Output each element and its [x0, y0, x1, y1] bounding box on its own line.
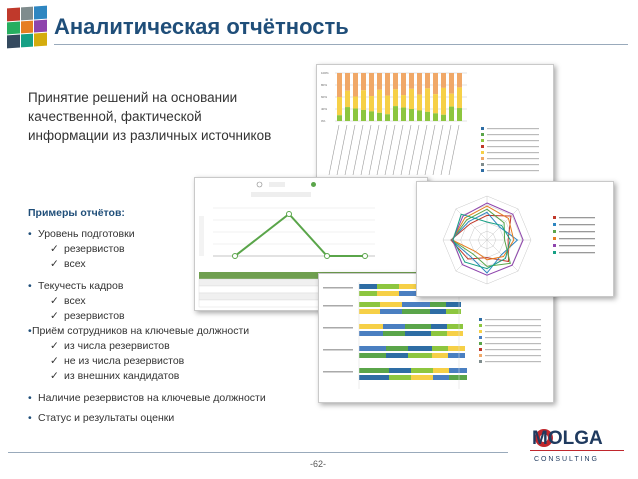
chart-bar-segment	[386, 353, 408, 358]
legend-label	[487, 146, 539, 147]
axis-label-line	[385, 125, 395, 175]
stacked-bar-chart	[317, 65, 553, 187]
chart-bar-segment	[430, 302, 446, 307]
list-subitem: ✓ всех	[50, 295, 86, 307]
intro-text: Принятие решений на основании качественной, фактической информации из различных источников	[28, 90, 272, 143]
chart-bar-segment	[405, 324, 431, 329]
axis-label-line	[401, 125, 411, 175]
row-label	[323, 327, 353, 329]
chart-bar-segment	[361, 90, 366, 110]
chart-bar-segment	[449, 73, 454, 94]
list-item: •Приём сотрудников на ключевые должности	[28, 325, 250, 337]
chart-bar-segment	[457, 87, 462, 108]
chart-bar-segment	[457, 108, 462, 121]
legend-swatch	[553, 244, 556, 247]
list-subitem: ✓ из внешних кандидатов	[50, 370, 180, 382]
chart-bar-segment	[385, 114, 390, 121]
chart-bar-segment	[401, 108, 406, 121]
chart-bar-segment	[448, 346, 465, 351]
chart-bar-segment	[353, 109, 358, 121]
checkmark-icon: ✓	[50, 370, 59, 382]
chart-bar-segment	[377, 284, 399, 289]
legend-swatch	[553, 216, 556, 219]
chart-bar-segment	[359, 284, 377, 289]
svg-text:80%: 80%	[321, 83, 328, 87]
legend-label	[487, 152, 539, 153]
checkmark-icon: ✓	[50, 355, 59, 367]
brand-subtitle: C O N S U L T I N G	[534, 456, 597, 463]
legend-label	[559, 238, 595, 239]
list-item: • Уровень подготовки	[28, 228, 135, 240]
chart-bar-segment	[449, 107, 454, 121]
axis-label-line	[417, 125, 427, 175]
chart-bar-segment	[385, 96, 390, 115]
chart-bar-segment	[393, 89, 398, 106]
chart-bar-segment	[425, 73, 430, 88]
legend-swatch	[479, 330, 482, 333]
legend-label	[559, 224, 595, 225]
footer-divider	[8, 452, 508, 453]
legend-label	[487, 134, 539, 135]
legend-label	[487, 164, 539, 165]
page-number: -62-	[310, 459, 327, 469]
chart-bar-segment	[431, 331, 447, 336]
legend-label	[559, 217, 595, 218]
legend-swatch	[553, 223, 556, 226]
checkmark-icon: ✓	[50, 258, 59, 270]
axis-label-line	[449, 125, 459, 175]
chart-bar-segment	[383, 324, 405, 329]
legend-swatch	[553, 251, 556, 254]
chart-bar-segment	[377, 291, 399, 296]
legend-swatch	[481, 151, 484, 154]
list-subitem: ✓ всех	[50, 258, 86, 270]
axis-label-line	[409, 125, 419, 175]
checkmark-icon: ✓	[50, 243, 59, 255]
chart-bar-segment	[359, 309, 380, 314]
chart-bar-segment	[430, 309, 446, 314]
chart-bar-segment	[361, 73, 366, 90]
chart-bar-segment	[417, 73, 422, 95]
legend-swatch	[553, 230, 556, 233]
page-title: Аналитическая отчётность	[54, 14, 349, 39]
chart-bar-segment	[359, 375, 389, 380]
chart-bar-segment	[425, 88, 430, 112]
chart-bar-segment	[433, 73, 438, 94]
chart-bar-segment	[389, 368, 411, 373]
chart-bar-segment	[408, 346, 432, 351]
chart-bar-segment	[417, 95, 422, 111]
legend-swatch	[553, 237, 556, 240]
checkmark-icon: ✓	[50, 295, 59, 307]
chart-bar-segment	[411, 368, 433, 373]
chart-bar-segment	[369, 111, 374, 121]
chart-bar-segment	[353, 97, 358, 109]
axis-label-line	[361, 125, 371, 175]
legend-swatch	[479, 342, 482, 345]
chart-bar-segment	[359, 302, 380, 307]
chart-bar-segment	[409, 89, 414, 109]
molga-logo	[528, 424, 628, 468]
legend-swatch	[481, 163, 484, 166]
legend-label	[559, 231, 595, 232]
report-thumbnail-stacked-bars	[316, 64, 554, 188]
legend-label	[485, 331, 541, 332]
chart-bar-segment	[337, 73, 342, 97]
list-item: • Наличие резервистов на ключевые должности	[28, 392, 266, 404]
legend-label	[485, 325, 541, 326]
brand-name: MOLGA	[532, 428, 603, 449]
chart-bar-segment	[432, 346, 448, 351]
legend-swatch	[481, 133, 484, 136]
legend-label	[559, 252, 595, 253]
chart-bar-segment	[337, 115, 342, 121]
chart-bar-segment	[433, 368, 449, 373]
list-subitem: ✓ резервистов	[50, 243, 125, 255]
chart-bar-segment	[449, 94, 454, 107]
chart-bar-segment	[425, 112, 430, 121]
row-label	[323, 287, 353, 289]
svg-text:40%: 40%	[321, 107, 328, 111]
legend-swatch	[479, 324, 482, 327]
examples-heading: Примеры отчётов:	[28, 207, 125, 219]
list-subitem: ✓ не из числа резервистов	[50, 355, 185, 367]
chart-bar-segment	[432, 353, 448, 358]
axis-label-line	[377, 125, 387, 175]
chart-bar-segment	[433, 113, 438, 121]
chart-bar-segment	[417, 110, 422, 121]
legend-label	[487, 128, 539, 129]
legend-swatch	[481, 139, 484, 142]
chart-bar-segment	[345, 107, 350, 121]
chart-bar-segment	[337, 97, 342, 115]
svg-text:60%: 60%	[321, 95, 328, 99]
legend-label	[485, 355, 541, 356]
molga-logo-mark	[528, 424, 628, 468]
chart-bar-segment	[377, 73, 382, 90]
chart-bar-segment	[449, 368, 467, 373]
chart-bar-segment	[431, 324, 447, 329]
axis-label-line	[441, 125, 451, 175]
list-subitem: ✓ из числа резервистов	[50, 340, 170, 352]
chart-bar-segment	[433, 94, 438, 113]
chart-bar-segment	[448, 353, 465, 358]
legend-label	[485, 349, 541, 350]
chart-bar-segment	[369, 96, 374, 111]
chart-bar-segment	[380, 309, 402, 314]
chart-bar-segment	[402, 309, 430, 314]
checkmark-icon: ✓	[50, 340, 59, 352]
chart-bar-segment	[377, 90, 382, 113]
chart-bar-segment	[353, 73, 358, 97]
chart-bar-segment	[447, 331, 463, 336]
chart-bar-segment	[385, 73, 390, 96]
chart-bar-segment	[383, 331, 405, 336]
chart-bar-segment	[369, 73, 374, 96]
chart-bar-segment	[401, 73, 406, 95]
chart-bar-segment	[377, 113, 382, 121]
legend-label	[485, 343, 541, 344]
legend-label	[487, 170, 539, 171]
chart-bar-segment	[441, 73, 446, 88]
list-item: • Текучесть кадров	[28, 280, 124, 292]
axis-label-line	[433, 125, 443, 175]
checkmark-icon: ✓	[50, 310, 59, 322]
axis-label-line	[345, 125, 355, 175]
legend-label	[559, 245, 595, 246]
chart-bar-segment	[359, 324, 383, 329]
legend-swatch	[479, 360, 482, 363]
chart-bar-segment	[409, 73, 414, 89]
chart-bar-segment	[441, 115, 446, 121]
list-item: • Статус и результаты оценки	[28, 412, 175, 424]
chart-bar-segment	[393, 106, 398, 121]
chart-bar-segment	[457, 73, 462, 87]
title-divider	[54, 44, 628, 45]
list-subitem: ✓ резервистов	[50, 310, 125, 322]
chart-bar-segment	[408, 353, 432, 358]
chart-bar-segment	[359, 291, 377, 296]
radar-series	[453, 214, 510, 268]
chart-bar-segment	[447, 324, 463, 329]
chart-bar-segment	[393, 73, 398, 89]
radar-chart	[417, 182, 613, 296]
chart-bar-segment	[359, 331, 383, 336]
legend-swatch	[481, 127, 484, 130]
chart-bar-segment	[405, 331, 431, 336]
legend-label	[485, 361, 541, 362]
legend-swatch	[481, 145, 484, 148]
chart-bar-segment	[401, 95, 406, 107]
row-label	[323, 305, 353, 307]
chart-bar-segment	[359, 346, 386, 351]
legend-swatch	[479, 318, 482, 321]
legend-swatch	[481, 169, 484, 172]
logo-cube-icon	[7, 6, 47, 49]
svg-text:0%: 0%	[321, 119, 326, 123]
legend-label	[487, 158, 539, 159]
axis-label-line	[337, 125, 347, 175]
chart-bar-segment	[441, 88, 446, 115]
legend-swatch	[481, 157, 484, 160]
legend-label	[485, 337, 541, 338]
report-thumbnail-radar-chart	[416, 181, 614, 297]
chart-bar-segment	[389, 375, 411, 380]
legend-swatch	[479, 336, 482, 339]
chart-bar-segment	[345, 73, 350, 91]
chart-bar-segment	[361, 110, 366, 121]
chart-bar-segment	[433, 375, 449, 380]
chart-bar-segment	[402, 302, 430, 307]
legend-swatch	[479, 348, 482, 351]
svg-text:100%: 100%	[321, 71, 329, 75]
chart-bar-segment	[411, 375, 433, 380]
chart-bar-segment	[409, 109, 414, 121]
legend-label	[485, 319, 541, 320]
chart-bar-segment	[380, 302, 402, 307]
legend-swatch	[479, 354, 482, 357]
chart-bar-segment	[359, 353, 386, 358]
axis-label-line	[369, 125, 379, 175]
row-label	[323, 349, 353, 351]
chart-bar-segment	[359, 368, 389, 373]
chart-bar-segment	[449, 375, 467, 380]
axis-label-line	[329, 125, 339, 175]
row-label	[323, 371, 353, 373]
axis-label-line	[393, 125, 403, 175]
axis-label-line	[425, 125, 435, 175]
axis-label-line	[353, 125, 363, 175]
legend-label	[487, 140, 539, 141]
chart-bar-segment	[386, 346, 408, 351]
chart-bar-segment	[345, 91, 350, 107]
